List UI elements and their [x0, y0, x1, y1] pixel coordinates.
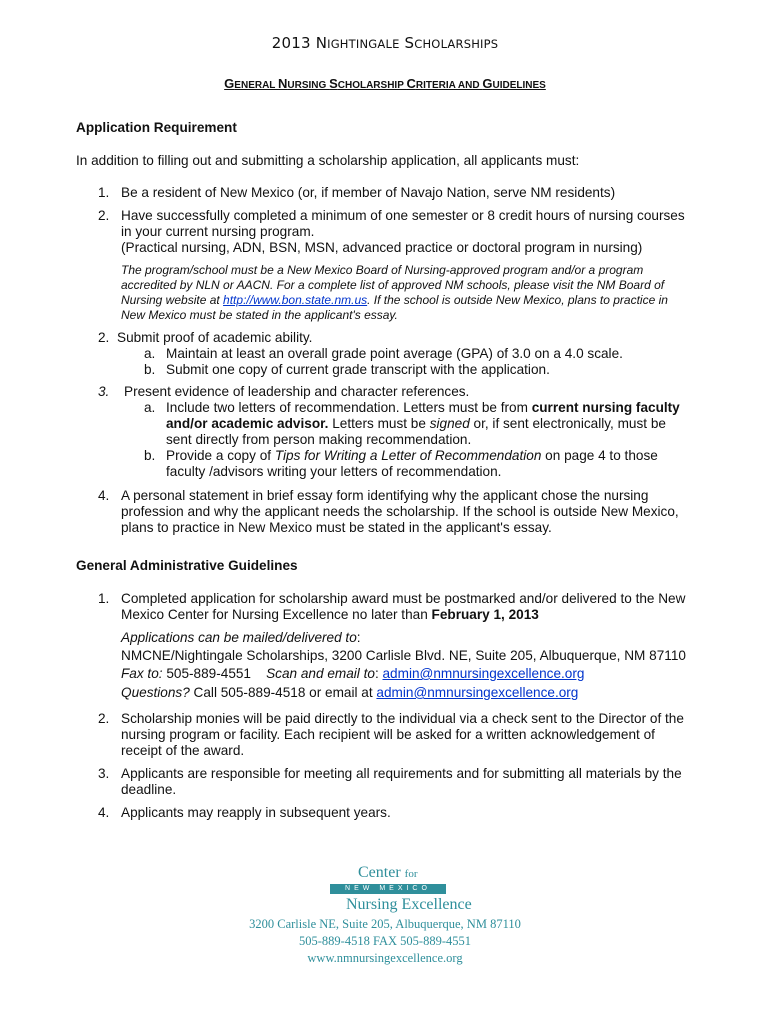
subtitle-part: G	[224, 76, 235, 91]
fax-email-line	[121, 666, 584, 683]
program-note-line1: The program/school must be a New Mexico Board of Nursing-approved program and/or a program	[121, 263, 644, 277]
sub-label: a.	[144, 400, 156, 415]
deadline-line1: Completed application for scholarship award must be postmarked and/or delivered to the New	[121, 591, 686, 606]
list-number: 2.	[98, 330, 110, 345]
logo-center: Center	[358, 864, 401, 881]
requirement-residency: Be a resident of New Mexico (or, if member of Navajo Nation, serve NM residents)	[121, 185, 616, 200]
note-text: . If the school is outside New Mexico, plans to practice in	[367, 293, 668, 307]
program-note-line4: New Mexico must be stated in the applicant's essay.	[121, 308, 398, 322]
title-rest-2: CHOLARSHIPS	[414, 37, 499, 51]
list-number: 3.	[98, 384, 110, 399]
payment-line3: receipt of the award.	[121, 743, 245, 758]
tips-text: Provide a copy of	[166, 448, 275, 463]
subtitle-part: S	[329, 76, 338, 91]
essay-line3: plans to practice in New Mexico must be stated in the applicant's essay.	[121, 520, 552, 535]
rec-italic: signed	[429, 416, 470, 431]
subtitle-part: RITERIA AND	[415, 80, 483, 91]
responsibility-line1: Applicants are responsible for meeting all requirements and for submitting all materials by the	[121, 766, 682, 781]
list-number: 4.	[98, 488, 110, 503]
payment-line2: nursing program or facility. Each recipient will be asked for a written acknowledgement of	[121, 727, 655, 742]
requirement-academic: Submit proof of academic ability.	[117, 330, 313, 345]
requirement-courses-line1: Have successfully completed a minimum of one semester or 8 credit hours of nursing courses	[121, 208, 685, 223]
logo-center-text	[358, 864, 417, 882]
tips-italic: Tips for Writing a Letter of Recommendation	[274, 448, 542, 463]
admin-guidelines-heading: General Administrative Guidelines	[76, 558, 298, 573]
fax-label: Fax to:	[121, 666, 163, 681]
responsibility-line2: deadline.	[121, 782, 177, 797]
requirement-courses-line2: in your current nursing program.	[121, 224, 315, 239]
intro-text: In addition to filling out and submitting a scholarship application, all applicants must:	[76, 153, 580, 168]
recommendation-line3: sent directly from person making recommendation.	[166, 432, 472, 447]
subtitle-part: URSING	[287, 80, 330, 91]
list-number: 2.	[98, 208, 110, 223]
email-link[interactable]: admin@nmnursingexcellence.org	[382, 666, 585, 681]
sub-label: a.	[144, 346, 156, 361]
reapply-text: Applicants may reapply in subsequent years.	[121, 805, 391, 820]
title-initial-1: N	[315, 34, 328, 52]
rec-bold: and/or academic advisor.	[166, 416, 329, 431]
list-number: 1.	[98, 591, 110, 606]
questions-label: Questions?	[121, 685, 190, 700]
list-number: 2.	[98, 711, 110, 726]
essay-line2: profession and why the applicant needs the scholarship. If the school is outside New Mexico,	[121, 504, 679, 519]
requirement-gpa: Maintain at least an overall grade point average (GPA) of 3.0 on a 4.0 scale.	[166, 346, 623, 361]
list-number: 3.	[98, 766, 110, 781]
recommendation-line1	[166, 400, 680, 417]
logo-for: for	[404, 868, 418, 880]
list-number: 1.	[98, 185, 110, 200]
requirement-transcript: Submit one copy of current grade transcript with the application.	[166, 362, 550, 377]
program-note-line2: accredited by NLN or AACN. For a complete list of approved NM schools, please visit the NM Board of	[121, 278, 665, 292]
note-text: Nursing website at	[121, 293, 224, 307]
deadline-line2	[121, 607, 539, 624]
questions-email-link[interactable]: admin@nmnursingexcellence.org	[376, 685, 579, 700]
title-initial-2: S	[404, 34, 415, 52]
subtitle-part: G	[482, 76, 493, 91]
mailing-address: NMCNE/Nightingale Scholarships, 3200 Carlisle Blvd. NE, Suite 205, Albuquerque, NM 87110	[121, 648, 686, 663]
page-subtitle	[0, 76, 770, 91]
list-number: 4.	[98, 805, 110, 820]
tips-line1	[166, 448, 658, 465]
bon-website-link[interactable]: http://www.bon.state.nm.us	[223, 293, 368, 307]
subtitle-part: C	[406, 76, 416, 91]
page-title	[0, 34, 770, 52]
requirement-courses-line3: (Practical nursing, ADN, BSN, MSN, advanced practice or doctoral program in nursing)	[121, 240, 643, 255]
footer-phone: 505-889-4518 FAX 505-889-4551	[299, 934, 471, 948]
subtitle-part: CHOLARSHIP	[337, 80, 407, 91]
rec-bold: current nursing faculty	[531, 400, 680, 415]
subtitle-part: N	[278, 76, 288, 91]
questions-text: Call 505-889-4518 or email at	[189, 685, 377, 700]
questions-line	[121, 685, 578, 702]
mail-label-line	[121, 630, 361, 647]
subtitle-part: ENERAL	[234, 80, 279, 91]
essay-line1: A personal statement in brief essay form identifying why the applicant chose the nursing	[121, 488, 649, 503]
deadline-text: Mexico Center for Nursing Excellence no later than	[121, 607, 432, 622]
payment-line1: Scholarship monies will be paid directly to the individual via a check sent to the Director of the	[121, 711, 684, 726]
mail-label: Applications can be mailed/delivered to	[121, 630, 357, 645]
rec-text: Include two letters of recommendation. Letters must be from	[166, 400, 532, 415]
application-requirement-heading: Application Requirement	[76, 120, 237, 135]
footer-website[interactable]: www.nmnursingexcellence.org	[307, 951, 463, 965]
rec-text: or, if sent electronically, must be	[469, 416, 666, 431]
scan-label: Scan and email to	[266, 666, 375, 681]
footer-address: 3200 Carlisle NE, Suite 205, Albuquerque, NM 87110	[249, 917, 521, 931]
recommendation-line2	[166, 416, 666, 433]
deadline-date: February 1, 2013	[431, 607, 539, 622]
rec-text: Letters must be	[328, 416, 430, 431]
tips-line2: faculty /advisors writing your letters of recommendation.	[166, 464, 502, 479]
scan-colon: :	[374, 666, 383, 681]
logo-nursing: Nursing Excellence	[346, 896, 472, 913]
sub-label: b.	[144, 448, 156, 463]
logo-band: NEW MEXICO	[330, 884, 446, 894]
sub-label: b.	[144, 362, 156, 377]
subtitle-part: UIDELINES	[492, 80, 546, 91]
requirement-leadership: Present evidence of leadership and character references.	[124, 384, 470, 399]
tips-text: on page 4 to those	[541, 448, 658, 463]
title-year: 2013	[271, 34, 311, 52]
title-rest-1: IGHTINGALE	[327, 37, 400, 51]
program-note-line3	[121, 293, 668, 308]
fax-number: 505-889-4551	[162, 666, 251, 681]
mail-colon: :	[356, 630, 361, 645]
